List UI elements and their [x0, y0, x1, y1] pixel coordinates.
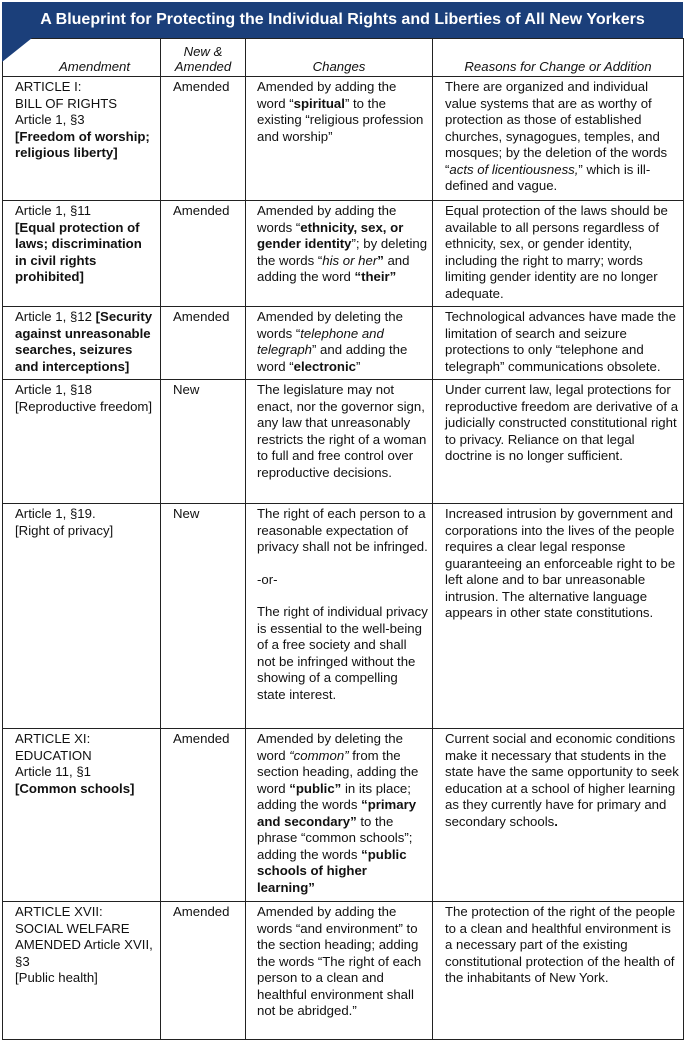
changes-text: Amended by adding the words “ — [257, 203, 397, 235]
table-row — [3, 902, 684, 1040]
changes-italic: telephone and telegraph — [257, 325, 384, 357]
changes-bold: “primary and secondary” — [257, 797, 417, 829]
amendment-cell — [3, 380, 161, 504]
reasons-cell: Equal protection of the laws should be available to all persons regardless of ethnicity, sex, or gender identity, including the right to marry; words limiting gender identity are no longer adequate. — [433, 201, 684, 307]
amendment-line: [Public health] — [15, 970, 98, 985]
changes-italic: “common” — [289, 747, 349, 763]
changes-text: from the section heading, adding the word — [257, 747, 419, 796]
reasons-cell — [433, 729, 684, 902]
amendment-line: Article 1, §18 — [15, 382, 92, 397]
reasons-cell — [433, 77, 684, 201]
changes-text: ” to the existing “religious profession and worship” — [257, 95, 424, 144]
changes-text: The right of individual privacy is essential to the well-being of a free society and shall not be infringed without the showing of a compelling state interest. — [257, 604, 428, 702]
reasons-cell: The protection of the right of the people to a clean and healthful environment is a necessary part of the existing constitutional protection of the health of the inhabitants of New York. — [433, 902, 684, 1040]
header-changes: Changes — [246, 39, 433, 77]
amendment-cell — [3, 504, 161, 729]
changes-text: ” — [355, 358, 361, 374]
amendment-cell — [3, 77, 161, 201]
changes-text: Amended by deleting the words “ — [257, 309, 403, 341]
header-new-amended-line1: New & — [183, 44, 223, 59]
changes-cell: Amended by adding the words “and environment” to the section heading; adding the words “The right of each person to a clean and healthful environment shall not be abridged.” — [246, 902, 433, 1040]
changes-bold: ethnicity, sex, or gender identity — [257, 219, 404, 251]
document-page — [2, 2, 683, 1040]
header-new-amended-line2: Amended — [174, 59, 232, 74]
reasons-cell: Increased intrusion by government and corporations into the lives of the people requires a clear legal response guaranteeing an enforceable right to be left alone and to bar unreasonable intrusion. The alternative language appears in other state constitutions. — [433, 504, 684, 729]
reasons-italic: acts of licentiousness, — [449, 161, 579, 177]
changes-text: Amended by adding the word “ — [257, 79, 397, 111]
banner-title: A Blueprint for Protecting the Individual Rights and Liberties of All New Yorkers — [40, 11, 645, 28]
banner-notch-decoration — [2, 38, 32, 62]
status-cell: New — [161, 380, 246, 504]
changes-text: and adding the word — [257, 252, 410, 284]
status-cell: Amended — [161, 729, 246, 902]
amendment-line: Article 1, §3 — [15, 112, 85, 127]
reasons-text: Current social and economic conditions make it necessary that students in the state have the same opportunity to seek education at a school of higher learning as they currently have for primary and secondary schools — [445, 731, 679, 829]
amendment-line: Article 1, §11 — [15, 203, 91, 218]
amendment-line: [Reproductive freedom] — [15, 398, 153, 414]
changes-cell — [246, 201, 433, 307]
amendment-line: ARTICLE I: — [15, 79, 82, 94]
amendment-line: SOCIAL WELFARE AMENDED Article XVII, §3 — [15, 920, 153, 969]
amendment-line: EDUCATION — [15, 747, 92, 763]
amendment-line: ARTICLE XVII: — [15, 904, 103, 919]
amendment-cell — [3, 307, 161, 380]
changes-cell — [246, 729, 433, 902]
reasons-cell: Under current law, legal protections for reproductive freedom are derivative of a judicially constructed constitutional right to privacy. Reliance on that legal doctrine is no longer sufficient. — [433, 380, 684, 504]
changes-bold: electronic — [293, 358, 356, 374]
changes-text: ”; by deleting the words “ — [257, 236, 428, 268]
table-row — [3, 729, 684, 902]
amendment-line: Article 1, §12 — [15, 309, 96, 324]
changes-text: Amended by deleting the word — [257, 731, 403, 763]
reasons-text: ” which is ill-defined and vague. — [445, 161, 651, 193]
amendment-heading: [Equal protection of laws; discrimination in civil rights prohibited] — [15, 219, 142, 284]
changes-cell — [246, 307, 433, 380]
amendments-table — [2, 38, 684, 1040]
status-cell: Amended — [161, 201, 246, 307]
status-cell: Amended — [161, 902, 246, 1040]
banner — [2, 2, 683, 38]
table-header-row — [3, 39, 684, 77]
status-cell: Amended — [161, 77, 246, 201]
table-row — [3, 504, 684, 729]
changes-bold: spiritual — [293, 95, 345, 111]
reasons-text: There are organized and individual value systems that are as worthy of protection as those of established churches, synagogues, temples, and mosques; by the deletion of the words “ — [445, 79, 668, 177]
amendment-cell — [3, 729, 161, 902]
changes-bold: “their” — [354, 269, 397, 284]
table-row — [3, 307, 684, 380]
amendment-line: Article 1, §19. — [15, 506, 96, 521]
table-row — [3, 77, 684, 201]
changes-text: in its place; adding the words — [257, 780, 411, 812]
amendment-heading: [Security against unreasonable searches, seizures and interceptions] — [15, 309, 153, 374]
amendment-heading: [Common schools] — [15, 780, 135, 796]
header-new-amended — [161, 39, 246, 77]
amendment-line: ARTICLE XI: — [15, 731, 91, 746]
changes-bold: ” — [377, 252, 384, 268]
changes-cell — [246, 504, 433, 729]
status-cell: Amended — [161, 307, 246, 380]
table-row — [3, 201, 684, 307]
changes-or-separator: -or- — [257, 571, 278, 587]
changes-cell — [246, 77, 433, 201]
changes-cell: The legislature may not enact, nor the governor sign, any law that unreasonably restricts the right of a woman to full and free control over reproductive decisions. — [246, 380, 433, 504]
reasons-bold: . — [554, 813, 558, 829]
table-row — [3, 380, 684, 504]
amendment-cell — [3, 902, 161, 1040]
amendment-line: [Right of privacy] — [15, 522, 114, 538]
status-cell: New — [161, 504, 246, 729]
changes-text: to the phrase “common schools”; adding the words — [257, 813, 413, 862]
changes-bold: “public schools of higher learning” — [257, 846, 407, 895]
changes-text: The right of each person to a reasonable expectation of privacy shall not be infringed. — [257, 506, 428, 554]
changes-text: ” and adding the word “ — [257, 342, 408, 374]
reasons-cell: Technological advances have made the limitation of search and seizure protections to only “telephone and telegraph” communications obsolete. — [433, 307, 684, 380]
amendment-heading: [Freedom of worship; religious liberty] — [15, 128, 150, 160]
changes-italic: his or her — [322, 252, 378, 268]
header-reasons: Reasons for Change or Addition — [433, 39, 684, 77]
amendment-line: BILL OF RIGHTS — [15, 95, 118, 111]
changes-bold: “public” — [289, 780, 342, 796]
header-amendment: Amendment — [3, 39, 161, 77]
amendment-cell — [3, 201, 161, 307]
amendment-line: Article 11, §1 — [15, 764, 91, 779]
